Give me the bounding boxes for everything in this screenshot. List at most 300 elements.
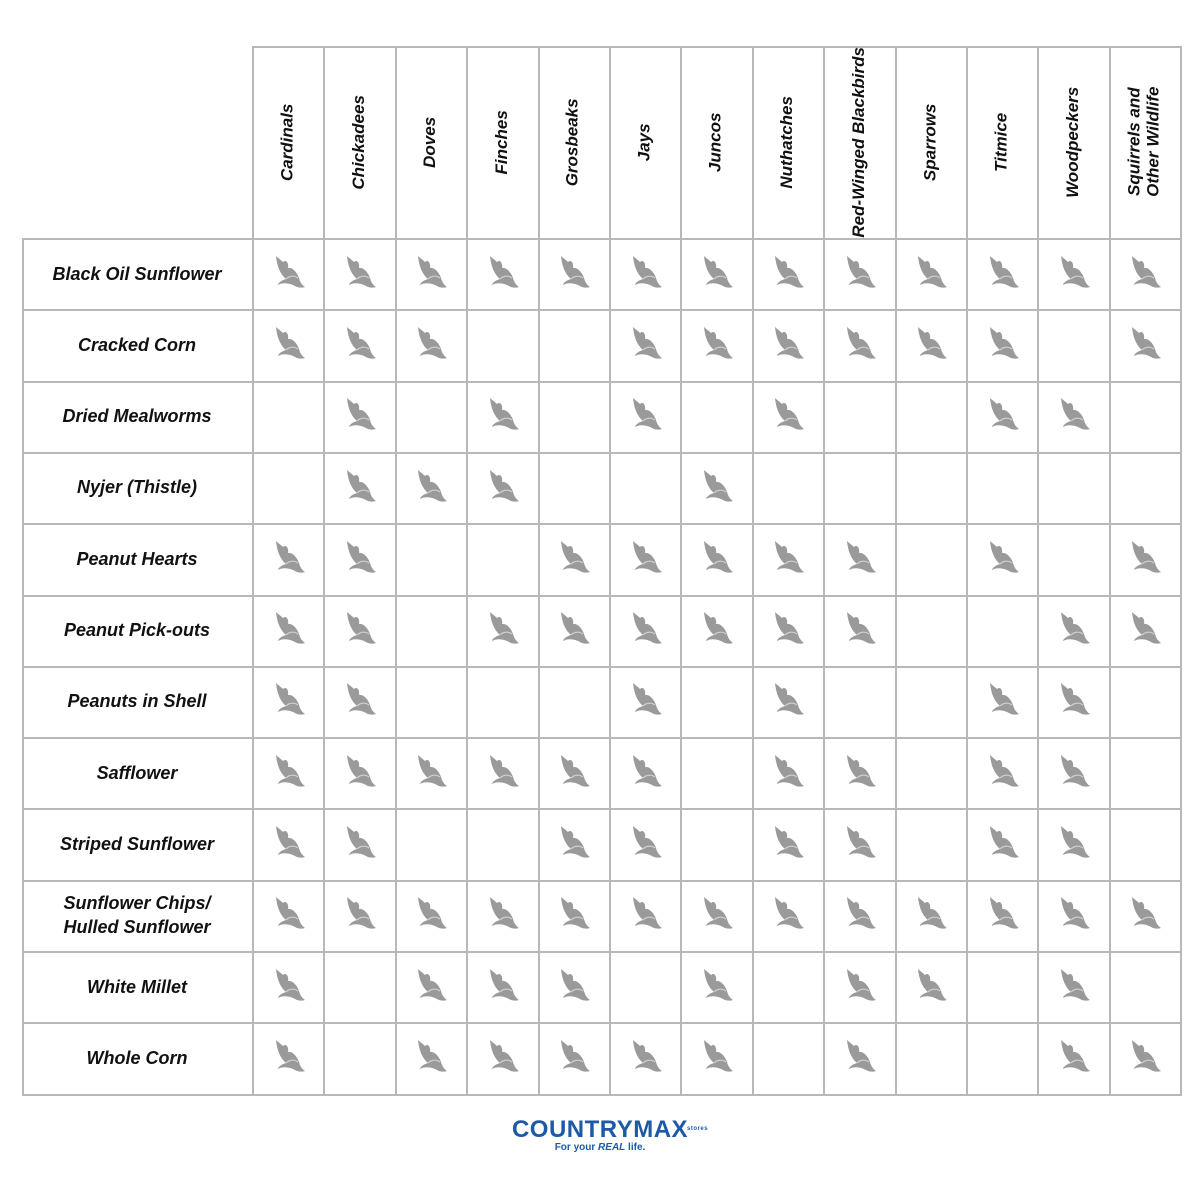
bird-icon [1126, 895, 1162, 935]
table-cell [1109, 523, 1180, 594]
bird-icon [484, 1038, 520, 1078]
row-label-text: Peanut Hearts [76, 548, 198, 569]
bird-icon [555, 610, 591, 650]
column-header [609, 46, 680, 238]
bird-icon [1055, 610, 1091, 650]
bird-icon [841, 895, 877, 935]
table-cell [538, 808, 609, 879]
bird-icon [769, 396, 805, 436]
table-cell [466, 523, 537, 594]
countrymax-logo [470, 1116, 730, 1153]
table-cell [252, 595, 323, 666]
table-cell [1037, 523, 1108, 594]
table-cell [1109, 238, 1180, 309]
table-cell [538, 951, 609, 1022]
table-cell [966, 309, 1037, 380]
bird-icon [627, 681, 663, 721]
table-cell [252, 309, 323, 380]
bird-icon [412, 254, 448, 294]
table-cell [252, 666, 323, 737]
bird-icon [698, 610, 734, 650]
column-header [752, 46, 823, 238]
table-cell [823, 1022, 894, 1093]
table-cell [823, 381, 894, 452]
row-label [22, 238, 252, 309]
table-cell [323, 309, 394, 380]
table-cell [609, 381, 680, 452]
table-cell [1109, 666, 1180, 737]
table-cell [538, 381, 609, 452]
table-cell [466, 737, 537, 808]
table-cell [1037, 880, 1108, 951]
table-cell [823, 452, 894, 523]
table-cell [966, 381, 1037, 452]
bird-icon [627, 753, 663, 793]
table-cell [466, 238, 537, 309]
table-cell [609, 1022, 680, 1093]
bird-icon [341, 539, 377, 579]
table-cell [323, 238, 394, 309]
table-cell [609, 238, 680, 309]
bird-icon [841, 539, 877, 579]
bird-icon [1055, 824, 1091, 864]
table-cell [752, 808, 823, 879]
table-cell [538, 523, 609, 594]
table-cell [323, 452, 394, 523]
table-cell [609, 880, 680, 951]
bird-icon [270, 967, 306, 1007]
bird-icon [769, 824, 805, 864]
bird-icon [484, 254, 520, 294]
bird-icon [912, 254, 948, 294]
bird-icon [270, 325, 306, 365]
table-cell [680, 452, 751, 523]
table-cell [609, 808, 680, 879]
table-cell [895, 309, 966, 380]
table-cell [895, 523, 966, 594]
table-cell [895, 595, 966, 666]
bird-icon [627, 610, 663, 650]
grid-line-horizontal [22, 1094, 1182, 1096]
bird-icon [984, 681, 1020, 721]
bird-icon [412, 967, 448, 1007]
bird-icon [841, 753, 877, 793]
bird-icon [555, 895, 591, 935]
table-cell [966, 238, 1037, 309]
bird-icon [769, 753, 805, 793]
table-cell [395, 452, 466, 523]
table-cell [609, 595, 680, 666]
row-label-text: White Millet [87, 976, 187, 997]
table-cell [1109, 880, 1180, 951]
bird-icon [412, 895, 448, 935]
bird-icon [841, 610, 877, 650]
table-cell [323, 808, 394, 879]
row-label [22, 452, 252, 523]
bird-icon [341, 468, 377, 508]
table-cell [966, 666, 1037, 737]
table-cell [609, 309, 680, 380]
table-cell [752, 1022, 823, 1093]
table-cell [1109, 452, 1180, 523]
bird-icon [698, 1038, 734, 1078]
table-cell [1037, 595, 1108, 666]
table-cell [466, 880, 537, 951]
row-label-text: Nyjer (Thistle) [76, 477, 198, 498]
bird-icon [270, 681, 306, 721]
table-cell [323, 666, 394, 737]
row-label-text: Black Oil Sunflower [52, 263, 222, 284]
bird-icon [484, 895, 520, 935]
table-cell [252, 452, 323, 523]
table-cell [680, 880, 751, 951]
table-cell [609, 951, 680, 1022]
logo-inc: stores [687, 1126, 709, 1132]
bird-icon [484, 468, 520, 508]
table-cell [823, 737, 894, 808]
table-cell [466, 595, 537, 666]
table-cell [895, 238, 966, 309]
column-header [252, 46, 323, 238]
bird-icon [984, 753, 1020, 793]
table-cell [609, 452, 680, 523]
row-label [22, 737, 252, 808]
table-cell [680, 238, 751, 309]
table-cell [252, 523, 323, 594]
column-header-label: Jays [634, 123, 654, 161]
bird-icon [341, 396, 377, 436]
table-cell [966, 880, 1037, 951]
bird-icon [841, 1038, 877, 1078]
table-cell [680, 523, 751, 594]
bird-icon [841, 325, 877, 365]
bird-icon [1126, 254, 1162, 294]
logo-name: COUNTRYMAX stores [511, 1116, 709, 1143]
table-cell [680, 595, 751, 666]
bird-icon [484, 753, 520, 793]
bird-icon [698, 325, 734, 365]
bird-icon [555, 824, 591, 864]
table-cell [1109, 1022, 1180, 1093]
bird-icon [341, 681, 377, 721]
bird-icon [270, 610, 306, 650]
row-label [22, 808, 252, 879]
bird-icon [627, 895, 663, 935]
table-cell [538, 452, 609, 523]
column-header-label: Sparrows [919, 103, 939, 181]
bird-icon [769, 681, 805, 721]
bird-icon [769, 539, 805, 579]
row-label-text: Cracked Corn [77, 334, 197, 355]
table-cell [395, 309, 466, 380]
bird-icon [984, 325, 1020, 365]
table-cell [895, 381, 966, 452]
bird-icon [627, 325, 663, 365]
table-cell [323, 737, 394, 808]
column-header-label: Red-Winged Blackbirds [848, 46, 868, 238]
column-header-label: Finches [491, 109, 511, 175]
table-cell [823, 595, 894, 666]
bird-icon [1126, 325, 1162, 365]
table-cell [1109, 381, 1180, 452]
table-cell [323, 880, 394, 951]
table-cell [538, 309, 609, 380]
column-header [1109, 46, 1180, 238]
bird-icon [412, 325, 448, 365]
bird-icon [984, 895, 1020, 935]
table-cell [252, 808, 323, 879]
table-cell [252, 1022, 323, 1093]
table-cell [252, 238, 323, 309]
bird-icon [270, 254, 306, 294]
table-cell [1037, 1022, 1108, 1093]
column-header-label: Grosbeaks [562, 98, 582, 186]
bird-icon [1126, 539, 1162, 579]
bird-icon [841, 824, 877, 864]
bird-icon [1055, 254, 1091, 294]
bird-icon [412, 753, 448, 793]
table-cell [680, 1022, 751, 1093]
column-header [395, 46, 466, 238]
table-cell [1109, 951, 1180, 1022]
table-cell [895, 666, 966, 737]
bird-icon [841, 967, 877, 1007]
bird-icon [698, 539, 734, 579]
grid-line-vertical [1180, 46, 1182, 1094]
table-cell [680, 808, 751, 879]
bird-icon [627, 539, 663, 579]
row-label [22, 309, 252, 380]
table-cell [823, 808, 894, 879]
bird-icon [627, 824, 663, 864]
bird-icon [270, 1038, 306, 1078]
table-cell [823, 666, 894, 737]
table-cell [895, 880, 966, 951]
table-cell [466, 666, 537, 737]
bird-icon [484, 610, 520, 650]
table-cell [752, 523, 823, 594]
table-cell [395, 951, 466, 1022]
bird-icon [1055, 895, 1091, 935]
table-cell [966, 951, 1037, 1022]
bird-icon [341, 325, 377, 365]
column-header-label: Squirrels and Other Wildlife [1124, 86, 1163, 198]
table-cell [680, 737, 751, 808]
table-cell [680, 309, 751, 380]
row-label [22, 381, 252, 452]
bird-icon [984, 254, 1020, 294]
column-header-label: Titmice [991, 112, 1011, 172]
table-cell [1109, 808, 1180, 879]
bird-icon [912, 325, 948, 365]
bird-icon [698, 967, 734, 1007]
row-label [22, 1022, 252, 1093]
table-cell [1037, 452, 1108, 523]
bird-icon [627, 1038, 663, 1078]
table-cell [252, 381, 323, 452]
bird-icon [1055, 681, 1091, 721]
table-cell [466, 1022, 537, 1093]
table-cell [466, 951, 537, 1022]
table-cell [252, 737, 323, 808]
bird-icon [912, 895, 948, 935]
bird-icon [627, 254, 663, 294]
bird-icon [341, 824, 377, 864]
table-cell [1037, 381, 1108, 452]
table-cell [323, 1022, 394, 1093]
table-cell [752, 381, 823, 452]
table-cell [752, 737, 823, 808]
table-cell [823, 309, 894, 380]
table-cell [752, 238, 823, 309]
bird-icon [341, 610, 377, 650]
table-cell [395, 666, 466, 737]
row-label-text: Sunflower Chips/ Hulled Sunflower [63, 893, 211, 938]
column-header-label: Woodpeckers [1062, 86, 1082, 198]
table-cell [966, 737, 1037, 808]
table-cell [1037, 737, 1108, 808]
bird-icon [627, 396, 663, 436]
table-cell [1037, 666, 1108, 737]
bird-icon [555, 753, 591, 793]
table-cell [395, 523, 466, 594]
row-label [22, 880, 252, 951]
column-header [823, 46, 894, 238]
row-label-text: Safflower [96, 762, 178, 783]
bird-icon [270, 824, 306, 864]
table-cell [538, 238, 609, 309]
column-header [323, 46, 394, 238]
table-cell [823, 238, 894, 309]
bird-icon [698, 895, 734, 935]
table-cell [538, 1022, 609, 1093]
bird-icon [698, 254, 734, 294]
table-cell [395, 808, 466, 879]
bird-icon [1055, 753, 1091, 793]
table-cell [823, 951, 894, 1022]
column-header [680, 46, 751, 238]
table-cell [752, 595, 823, 666]
table-cell [966, 523, 1037, 594]
table-cell [895, 808, 966, 879]
table-cell [395, 1022, 466, 1093]
table-cell [323, 595, 394, 666]
table-cell [752, 880, 823, 951]
table-cell [1037, 808, 1108, 879]
table-cell [252, 951, 323, 1022]
table-cell [966, 808, 1037, 879]
table-cell [466, 452, 537, 523]
bird-icon [412, 1038, 448, 1078]
bird-icon [270, 895, 306, 935]
column-header-label: Nuthatches [777, 95, 797, 189]
row-label-text: Peanuts in Shell [67, 691, 207, 712]
column-header-label: Juncos [705, 112, 725, 172]
bird-icon [984, 539, 1020, 579]
column-header [538, 46, 609, 238]
bird-icon [555, 1038, 591, 1078]
table-cell [395, 381, 466, 452]
table-cell [752, 666, 823, 737]
table-cell [966, 595, 1037, 666]
bird-icon [1126, 610, 1162, 650]
table-cell [680, 951, 751, 1022]
bird-icon [484, 396, 520, 436]
column-header [1037, 46, 1108, 238]
column-header [466, 46, 537, 238]
bird-icon [484, 967, 520, 1007]
table-cell [680, 666, 751, 737]
logo-tagline: For your REAL life. [554, 1142, 646, 1153]
table-cell [466, 381, 537, 452]
bird-icon [341, 895, 377, 935]
table-cell [895, 737, 966, 808]
bird-icon [555, 254, 591, 294]
column-header [895, 46, 966, 238]
bird-icon [555, 967, 591, 1007]
table-cell [609, 523, 680, 594]
table-cell [752, 951, 823, 1022]
table-cell [966, 452, 1037, 523]
bird-icon [555, 539, 591, 579]
table-cell [752, 309, 823, 380]
table-cell [395, 880, 466, 951]
bird-icon [769, 254, 805, 294]
bird-icon [1126, 1038, 1162, 1078]
table-cell [895, 951, 966, 1022]
table-cell [609, 737, 680, 808]
table-cell [395, 238, 466, 309]
bird-icon [270, 753, 306, 793]
table-cell [538, 595, 609, 666]
table-cell [1109, 309, 1180, 380]
table-cell [466, 309, 537, 380]
column-header-label: Chickadees [348, 94, 368, 190]
table-cell [823, 880, 894, 951]
row-label [22, 666, 252, 737]
table-cell [1037, 951, 1108, 1022]
row-label [22, 595, 252, 666]
row-label-text: Dried Mealworms [62, 406, 212, 427]
table-cell [323, 951, 394, 1022]
table-cell [752, 452, 823, 523]
bird-icon [1055, 396, 1091, 436]
table-cell [895, 1022, 966, 1093]
table-cell [609, 666, 680, 737]
table-cell [680, 381, 751, 452]
table-cell [1109, 737, 1180, 808]
table-cell [395, 737, 466, 808]
bird-icon [984, 824, 1020, 864]
table-cell [1037, 309, 1108, 380]
bird-icon [841, 254, 877, 294]
column-header-label: Cardinals [277, 103, 297, 181]
table-cell [895, 452, 966, 523]
bird-icon [412, 468, 448, 508]
bird-icon [270, 539, 306, 579]
table-cell [1037, 238, 1108, 309]
table-cell [323, 381, 394, 452]
bird-icon [769, 610, 805, 650]
bird-icon [769, 895, 805, 935]
table-cell [538, 880, 609, 951]
bird-icon [769, 325, 805, 365]
table-cell [252, 880, 323, 951]
table-cell [966, 1022, 1037, 1093]
bird-icon [341, 254, 377, 294]
column-header-label: Doves [420, 116, 440, 168]
row-label [22, 523, 252, 594]
